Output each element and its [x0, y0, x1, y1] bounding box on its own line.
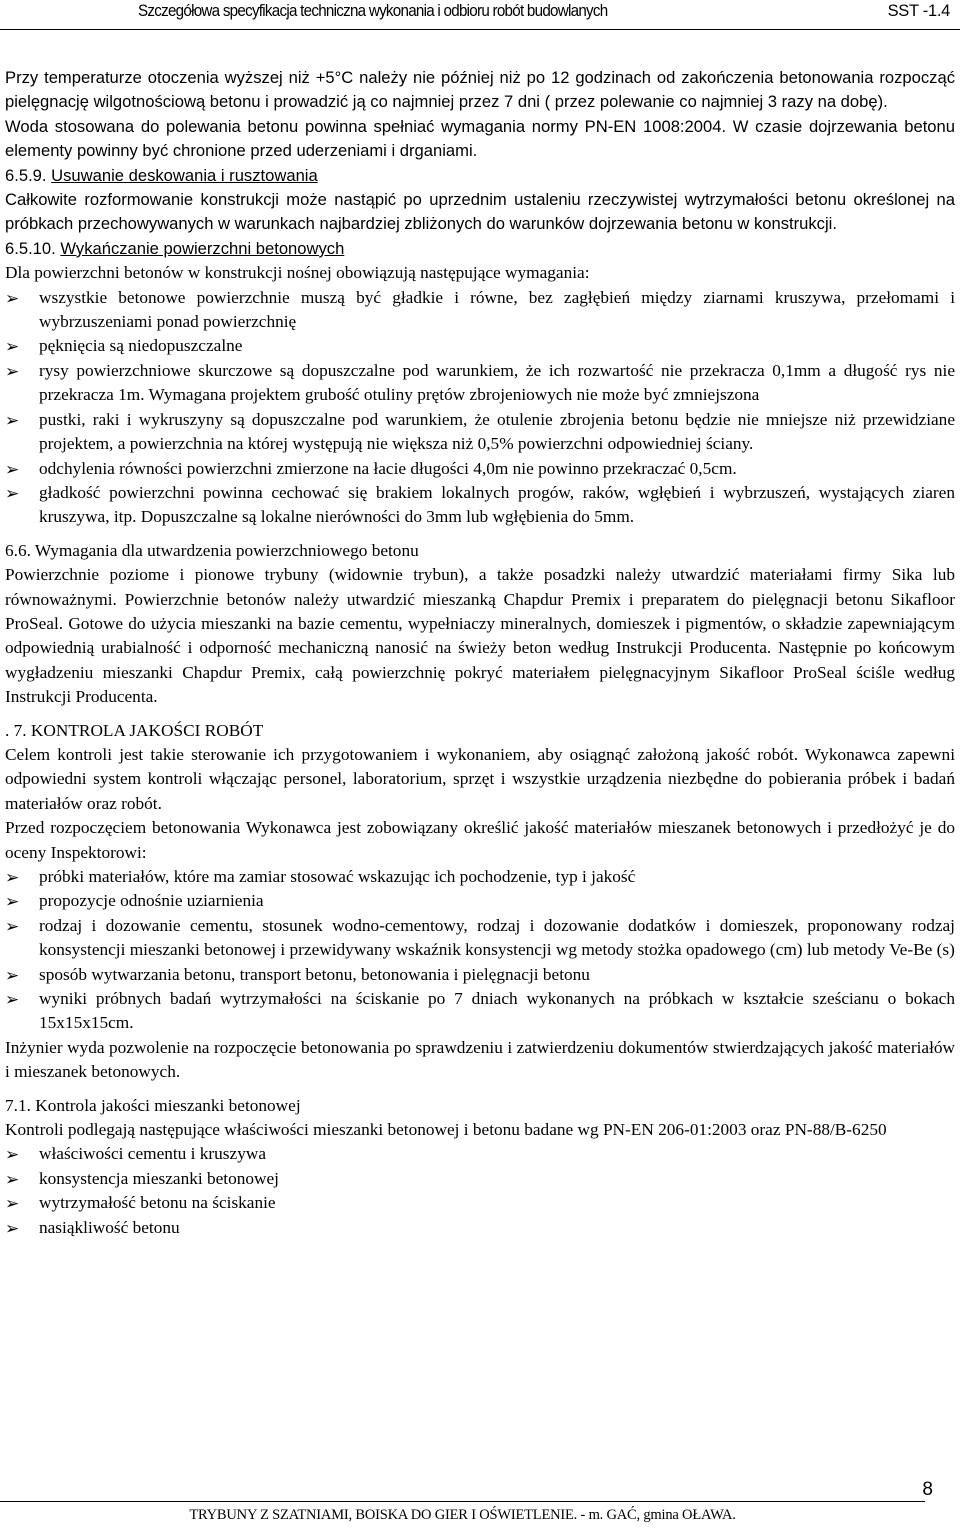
- arrowhead-bullet-icon: ➢: [5, 892, 20, 913]
- list-item: ➢ pustki, raki i wykruszyny są dopuszczalne pod warunkiem, że otulenie zbrojenia betonu będzie nie mniejsze niż przewidziane projektem, a powierzchnia na której występują nie większa niż 0,5% powierzchni odpowiedniej ściany.: [5, 409, 955, 454]
- section-title: Usuwanie deskowania i rusztowania: [51, 165, 318, 185]
- list-item: ➢ propozycje odnośnie uziarnienia: [5, 889, 955, 913]
- list-item: ➢ rysy powierzchniowe skurczowe są dopuszczalne pod warunkiem, że ich rozwartość nie przekracza 0,1mm a długość rys nie przekracza 1m. Wymagana projektem grubość otuliny prętów zbrojeniowych nie może być zmniejszona: [5, 360, 955, 405]
- page-number: 8: [922, 1479, 933, 1500]
- section-text: Przed rozpoczęciem betonowania Wykonawca jest zobowiązany określić jakość materiałów mieszanek betonowych i przedłożyć je do oceny Inspektorowi:: [5, 818, 955, 862]
- list-item: ➢ wszystkie betonowe powierzchnie muszą być gładkie i równe, bez zagłębień między ziarnami kruszywa, przełomami i wybrzuszeniami ponad powierzchnię: [5, 287, 955, 332]
- section-title: Wykańczanie powierzchni betonowych: [60, 238, 345, 258]
- spacer: [5, 710, 955, 719]
- section-heading: . 7. KONTROLA JAKOŚCI ROBÓT: [5, 720, 264, 740]
- section-text: Celem kontroli jest takie sterowanie ich przygotowaniem i wykonaniem, aby osiągnąć założoną jakość robót. Wykonawca zapewni odpowiedni system kontroli włączając personel, laboratorium, sprzęt i wszystkie urządzenia niezbędne do pobierania próbek i badań materiałów oraz robót.: [5, 744, 955, 813]
- paragraph-curing: Przy temperaturze otoczenia wyższej niż +5°C należy nie później niż po 12 godzinach od zakończenia betonowania rozpocząć pielęgnację wilgotnościową betonu i prowadzić ją co najmniej przez 7 dni ( przez polewanie co najmniej 3 razy na dobę).: [5, 68, 955, 112]
- page-footer: TRYBUNY Z SZATNIAMI, BOISKA DO GIER I OŚWIETLENIE. - m. GAĆ, gmina OŁAWA.: [189, 1507, 736, 1523]
- section-heading: [5, 164, 955, 188]
- list-item: ➢ konsystencja mieszanki betonowej: [5, 1167, 955, 1191]
- arrowhead-bullet-icon: ➢: [5, 1169, 20, 1190]
- arrowhead-bullet-icon: ➢: [5, 337, 20, 358]
- arrowhead-bullet-icon: ➢: [5, 1194, 20, 1215]
- list-item: ➢ rodzaj i dozowanie cementu, stosunek wodno-cementowy, rodzaj i dozowanie dodatków i domieszek, proponowany rodzaj konsystencji mieszanki betonowej i przewidywany wskaźnik konsystencji wg metody stożka opadowego (cm) lub metody Ve-Be (s): [5, 915, 955, 960]
- section-text: Inżynier wyda pozwolenie na rozpoczęcie betonowania po sprawdzeniu i zatwierdzeniu dokumentów stwierdzających jakość materiałów i mieszanek betonowych.: [5, 1037, 955, 1082]
- list-item: ➢ gładkość powierzchni powinna cechować się brakiem lokalnych progów, raków, wgłębień i wybrzuszeń, wystających ziaren kruszywa, itp. Dopuszczalne są lokalne nierówności do 3mm lub wgłębienia do 5mm.: [5, 482, 955, 527]
- section-6-5-10: [5, 237, 955, 530]
- list-item: ➢ właściwości cementu i kruszywa: [5, 1142, 955, 1166]
- list-item: ➢ wyniki próbnych badań wytrzymałości na ściskanie po 7 dniach wykonanych na próbkach w kształcie sześcianu o bokach 15x15x15cm.: [5, 989, 955, 1033]
- section-6-6: [5, 539, 955, 710]
- section-7: [5, 719, 955, 1085]
- header-code: SST -1.4: [887, 2, 950, 20]
- arrowhead-bullet-icon: ➢: [5, 965, 20, 986]
- arrowhead-bullet-icon: ➢: [5, 916, 20, 937]
- arrowhead-bullet-icon: ➢: [5, 483, 20, 504]
- section-heading: [5, 237, 955, 261]
- arrowhead-bullet-icon: ➢: [5, 410, 20, 431]
- section-intro: Dla powierzchni betonów w konstrukcji nośnej obowiązują następujące wymagania:: [5, 263, 590, 283]
- submission-list: [5, 865, 955, 1036]
- spacer: [5, 1085, 955, 1094]
- header-title: Szczegółowa specyfikacja techniczna wykonania i odbioru robót budowlanych: [138, 2, 608, 20]
- document-body: [5, 66, 955, 1240]
- list-item: ➢ wytrzymałość betonu na ściskanie: [5, 1191, 955, 1215]
- section-number: 6.5.10.: [5, 238, 56, 258]
- arrowhead-bullet-icon: ➢: [5, 288, 20, 309]
- arrowhead-bullet-icon: ➢: [5, 361, 20, 382]
- footer-divider: [0, 1501, 925, 1502]
- requirements-list: [5, 286, 955, 530]
- list-item: ➢ odchylenia równości powierzchni zmierzone na łacie długości 4,0m nie powinno przekraczać 0,5cm.: [5, 457, 955, 481]
- spacer: [5, 530, 955, 539]
- section-text: Kontroli podlegają następujące właściwości mieszanki betonowej i betonu badane wg PN-EN 206-01:2003 oraz PN-88/B-6250: [5, 1120, 887, 1140]
- list-item: ➢ pęknięcia są niedopuszczalne: [5, 334, 955, 358]
- paragraph-water: Woda stosowana do polewania betonu powinna spełniać wymagania normy PN-EN 1008:2004. W czasie dojrzewania betonu elementy powinny być chronione przed uderzeniami i drganiami.: [5, 116, 955, 161]
- section-text: Powierzchnie poziome i pionowe trybuny (widownie trybun), a także posadzki należy utwardzić materiałami firmy Sika lub równoważnymi. Powierzchnie betonów należy utwardzić mieszanką Chapdur Premix i preparatem do pielęgnacji betonu Sikafloor ProSeal. Gotowe do użycia mieszanki na bazie cementu, wypełniaczy mineralnych, domieszek i pigmentów, o składzie zapewniającym odpowiednią urabialność i odporność mechaniczną nanosić na świeży beton według Instrukcji Producenta. Następnie po końcowym wygładzeniu mieszanki Chapdur Premix, całą powierzchnię pokryć materiałem pielęgnacyjnym Sikafloor ProSeal ściśle według Instrukcji Producenta.: [5, 565, 955, 707]
- arrowhead-bullet-icon: ➢: [5, 990, 20, 1011]
- arrowhead-bullet-icon: ➢: [5, 459, 20, 480]
- list-item: ➢ nasiąkliwość betonu: [5, 1216, 955, 1240]
- section-heading: 7.1. Kontrola jakości mieszanki betonowej: [5, 1095, 301, 1115]
- arrowhead-bullet-icon: ➢: [5, 1145, 20, 1166]
- list-item: ➢ sposób wytwarzania betonu, transport betonu, betonowania i pielęgnacji betonu: [5, 963, 955, 987]
- section-heading: 6.6. Wymagania dla utwardzenia powierzchniowego betonu: [5, 540, 419, 560]
- section-number: 6.5.9.: [5, 165, 47, 185]
- arrowhead-bullet-icon: ➢: [5, 1218, 20, 1239]
- section-7-1: [5, 1094, 955, 1240]
- properties-list: [5, 1142, 955, 1240]
- section-text: Całkowite rozformowanie konstrukcji może nastąpić po uprzednim ustaleniu rzeczywistej wytrzymałości betonu określonej na próbkach przechowywanych w warunkach najbardziej zbliżonych do warunków dojrzewania betonu w konstrukcji.: [5, 190, 955, 234]
- arrowhead-bullet-icon: ➢: [5, 868, 20, 888]
- section-6-5-9: [5, 164, 955, 237]
- list-item: ➢ próbki materiałów, które ma zamiar stosować wskazując ich pochodzenie, typ i jakość: [5, 865, 955, 889]
- page-header: [0, 0, 960, 30]
